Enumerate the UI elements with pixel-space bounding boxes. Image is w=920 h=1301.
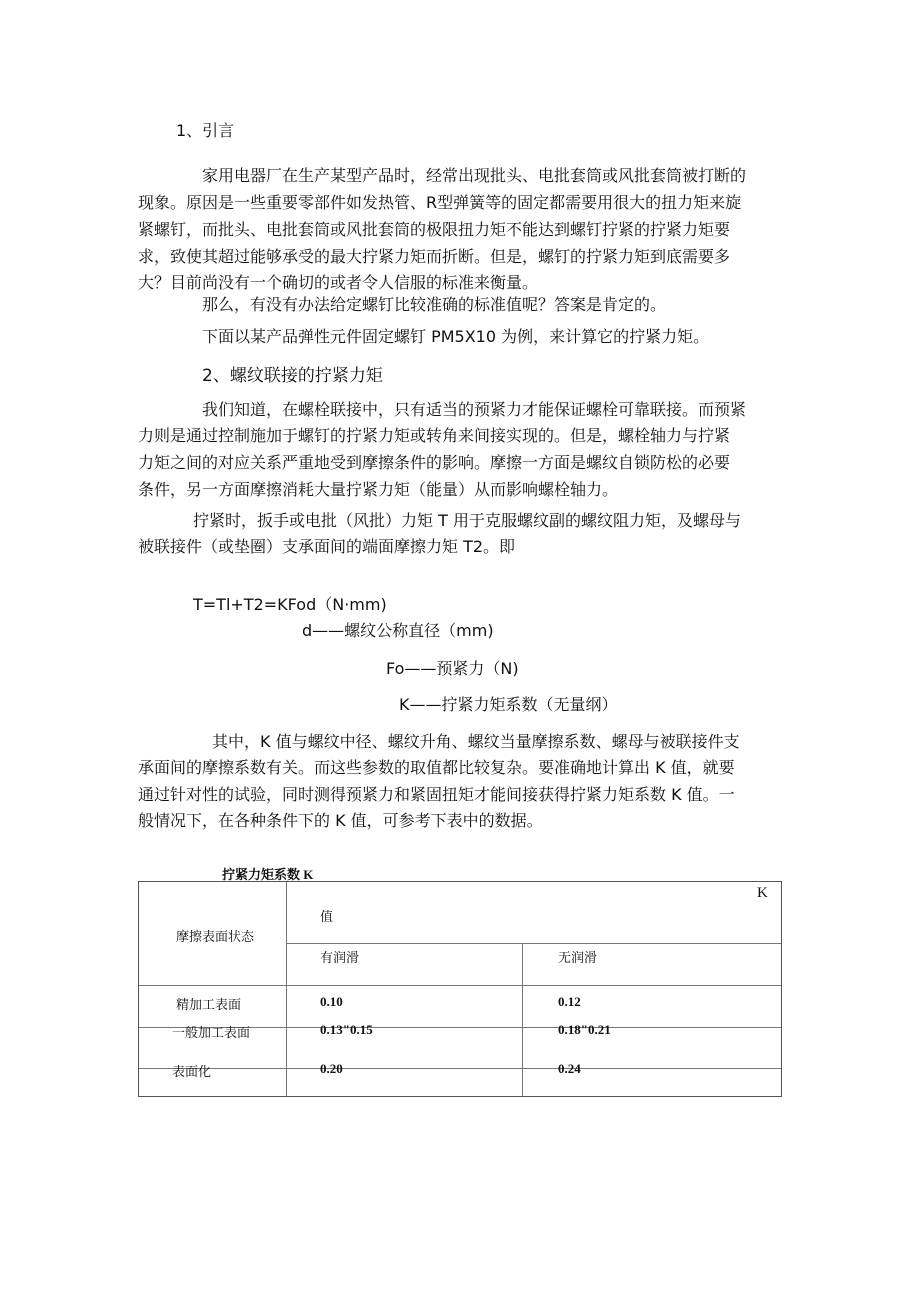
text-line: 通过针对性的试验，同时测得预紧力和紧固扭矩才能间接获得拧紧力矩系数 K 值。一	[138, 785, 735, 804]
text-line: 力则是通过控制施加于螺钉的拧紧力矩或转角来间接实现的。但是，螺栓轴力与拧紧	[138, 426, 731, 445]
text-line: 大？目前尚没有一个确切的或者令人信服的标准来衡量。	[138, 273, 539, 292]
text-line: 拧紧时，扳手或电批（风批）力矩 T 用于克服螺纹副的螺纹阻力矩，及螺母与	[193, 511, 741, 530]
row-state: 表面化	[172, 1064, 212, 1079]
text-line: 条件，另一方面摩擦消耗大量拧紧力矩（能量）从而影响螺栓轴力。	[138, 480, 619, 499]
row-dry: 0.12	[558, 994, 581, 1009]
text-line: 家用电器厂在生产某型产品时，经常出现批头、电批套筒或风批套筒被打断的	[202, 166, 747, 185]
row-lubricated: 0.10	[320, 994, 343, 1009]
row-state: 一般加工表面	[172, 1025, 251, 1040]
header-dry: 无润滑	[558, 950, 598, 965]
row-state: 精加工表面	[176, 997, 242, 1012]
row-lubricated: 0.13"0.15	[320, 1022, 373, 1037]
text-line: 般情况下，在各种条件下的 K 值，可参考下表中的数据。	[138, 811, 543, 830]
definition-fo: Fo——预紧力（N)	[386, 659, 519, 678]
section2-heading: 2、螺纹联接的拧紧力矩	[202, 366, 383, 386]
section1-heading: 1、引言	[176, 121, 235, 140]
row-dry: 0.24	[558, 1061, 581, 1076]
header-lubricated: 有润滑	[320, 950, 360, 965]
header-friction-state: 摩擦表面状态	[176, 929, 255, 944]
divider	[286, 943, 781, 944]
section1-paragraph3: 下面以某产品弹性元件固定螺钉 PM5X10 为例，来计算它的拧紧力矩。	[202, 327, 710, 346]
text-line: 紧螺钉，而批头、电批套筒或风批套筒的极限扭力矩不能达到螺钉拧紧的拧紧力矩要	[138, 220, 731, 239]
header-value: 值	[320, 909, 334, 924]
k-coefficient-table	[138, 881, 782, 1097]
section1-paragraph2: 那么，有没有办法给定螺钉比较准确的标准值呢？答案是肯定的。	[202, 295, 667, 314]
row-lubricated: 0.20	[320, 1061, 343, 1076]
header-k: K	[757, 885, 768, 901]
definition-k: K——拧紧力矩系数（无量纲）	[399, 695, 618, 714]
text-line: 现象。原因是一些重要零部件如发热管、R型弹簧等的固定都需要用很大的扭力矩来旋	[138, 193, 742, 212]
torque-formula: T=Tl+T2=KFod（N·mm)	[193, 595, 387, 614]
divider	[139, 1068, 781, 1069]
table-caption: 拧紧力矩系数 K	[222, 867, 314, 882]
text-line: 被联接件（或垫圈）支承面间的端面摩擦力矩 T2。即	[138, 537, 516, 556]
text-line: 力矩之间的对应关系严重地受到摩擦条件的影响。摩擦一方面是螺纹自锁防松的必要	[138, 453, 731, 472]
text-line: 承面间的摩擦系数有关。而这些参数的取值都比较复杂。要准确地计算出 K 值，就要	[138, 758, 735, 777]
text-line: 求，致使其超过能够承受的最大拧紧力矩而折断。但是，螺钉的拧紧力矩到底需要多	[138, 247, 731, 266]
text-line: 其中，K 值与螺纹中径、螺纹升角、螺纹当量摩擦系数、螺母与被联接件支	[212, 732, 740, 751]
divider	[139, 985, 781, 986]
divider	[522, 943, 523, 1096]
row-dry: 0.18"0.21	[558, 1022, 611, 1037]
divider	[286, 882, 287, 1096]
definition-d: d——螺纹公称直径（mm)	[302, 621, 494, 640]
text-line: 我们知道，在螺栓联接中，只有适当的预紧力才能保证螺栓可靠联接。而预紧	[202, 400, 747, 419]
